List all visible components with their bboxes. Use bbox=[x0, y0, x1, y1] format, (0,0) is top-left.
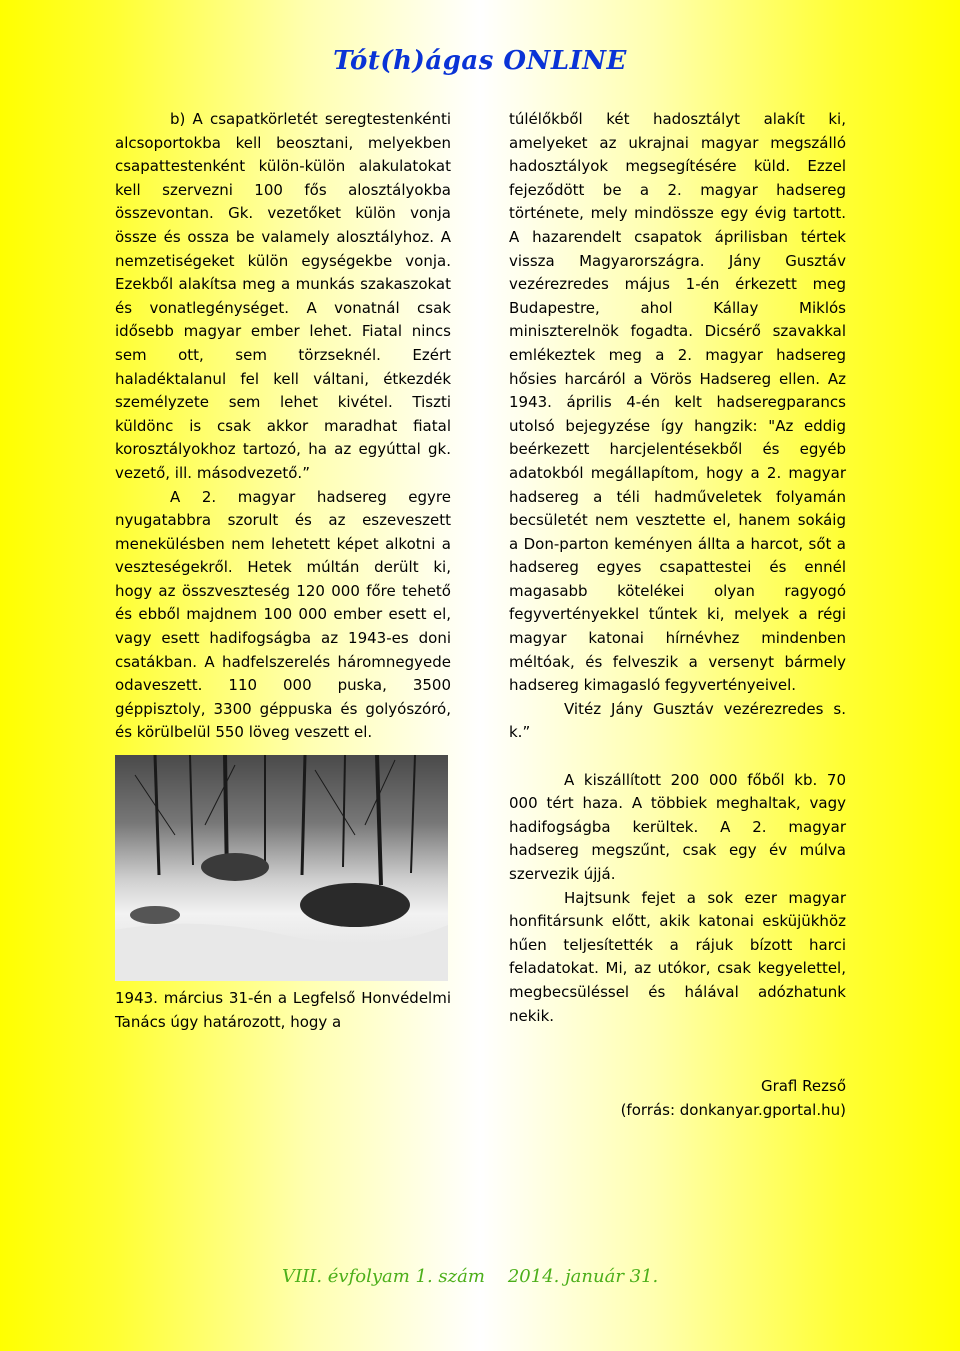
source-line: (forrás: donkanyar.gportal.hu) bbox=[620, 1100, 846, 1119]
article-column-right bbox=[509, 108, 846, 1122]
quote-attribution: Vitéz Jány Gusztáv vezérezredes s. k.” bbox=[509, 699, 846, 742]
article-paragraph: A 2. magyar hadsereg egyre nyugatabbra szorult és az eszeveszett menekülésben nem lehetett képet alkotni a veszteségekről. Hetek múltán derült ki, hogy az összveszteség 120 000 főre tehető és ebből majdnem 100 000 ember esett el, vagy esett hadifogságba az 1943-es doni csatákban. A hadfelszerelés háromnegyede odaveszett. 110 000 puska, 3500 géppisztoly, 3300 géppuska és golyószóró, és körülbelül 550 löveg veszett el. bbox=[115, 487, 451, 742]
article-paragraph: 1943. március 31-én a Legfelső Honvédelmi Tanács úgy határozott, hogy a bbox=[115, 989, 451, 1031]
blank-line bbox=[509, 745, 846, 769]
article-paragraph: b) A csapatkörletét seregtestenkénti alcsoportokba kell beosztani, melyekben csapattestenként külön-külön alakulatokat kell szervezni 100 fős alosztályokba összevontan. Gk. vezetőket külön vonja össze és ossza be valamely alosztályhoz. A nemzetiségeket külön egységekbe vonja. Ezekből alakítsa meg a munkás szakaszokat és vonatlegénységet. A vonatnál csak idősebb magyar ember lehet. Fiatal nincs sem ott, sem törzseknél. Ezért haladéktalanul fel kell váltani, étkezdék személyzete sem lehet kivétel. Tiszti küldönc is csak akkor maradhat fiatal korosztályokhoz tartozó, ha az egyúttal gk. vezető, ill. másodvezető.” bbox=[115, 110, 451, 482]
article-column-left bbox=[115, 108, 451, 1034]
war-photo bbox=[115, 755, 448, 981]
blank-line bbox=[509, 1028, 846, 1075]
author-name: Grafl Rezső bbox=[760, 1077, 846, 1096]
article-paragraph: Hajtsunk fejet a sok ezer magyar honfitársunk előtt, akik katonai esküjükhöz hűen teljesítették a rájuk bízott harci feladatokat. Mi, az utókor, csak kegyelettel, megbecsüléssel és hálával adózhatunk nekik. bbox=[509, 888, 846, 1025]
masthead-title: Tót(h)ágas ONLINE bbox=[333, 46, 627, 76]
issue-footer: VIII. évfolyam 1. szám 2014. január 31. bbox=[282, 1266, 659, 1287]
article-paragraph: túlélőkből két hadosztályt alakít ki, amelyeket az ukrajnai magyar megszálló hadosztályok megsegítésére küld. Ezzel fejeződött be a 2. magyar hadsereg története, mely mindössze egy évig tartott. A hazarendelt csapatok áprilisban tértek vissza Magyarországra. Jány Gusztáv vezérezredes május 1-én érkezett meg Budapestre, ahol Kállay Miklós miniszterelnök fogadta. Dicsérő szavakkal emlékeztek meg a 2. magyar hadsereg hősies harcáról a Vörös Hadsereg ellen. Az 1943. április 4-én kelt hadseregparancs utolsó bejegyzése így hangzik: "Az eddig beérkezett harcjelentésekből és egyéb adatokból megállapítom, hogy a 2. magyar hadsereg a téli hadműveletek folyamán becsületét nem vesztette el, hanem sokáig a Don-parton keményen állta a harcot, sőt a hadsereg egyes csapattestei és ennél magasabb kötelékei olyan ragyogó fegyvertényekkel tűntek ki, melyek a régi magyar katonai hírnévhez mindenben méltóak, és felveszik a versenyt bármely hadsereg kimagasló fegyvertényeivel. bbox=[509, 110, 846, 695]
article-paragraph: A kiszállított 200 000 főből kb. 70 000 tért haza. A többiek meghaltak, vagy hadifogságba kerültek. A 2. magyar hadsereg megszűnt, csak egy év múlva szervezik újjá. bbox=[509, 770, 846, 883]
